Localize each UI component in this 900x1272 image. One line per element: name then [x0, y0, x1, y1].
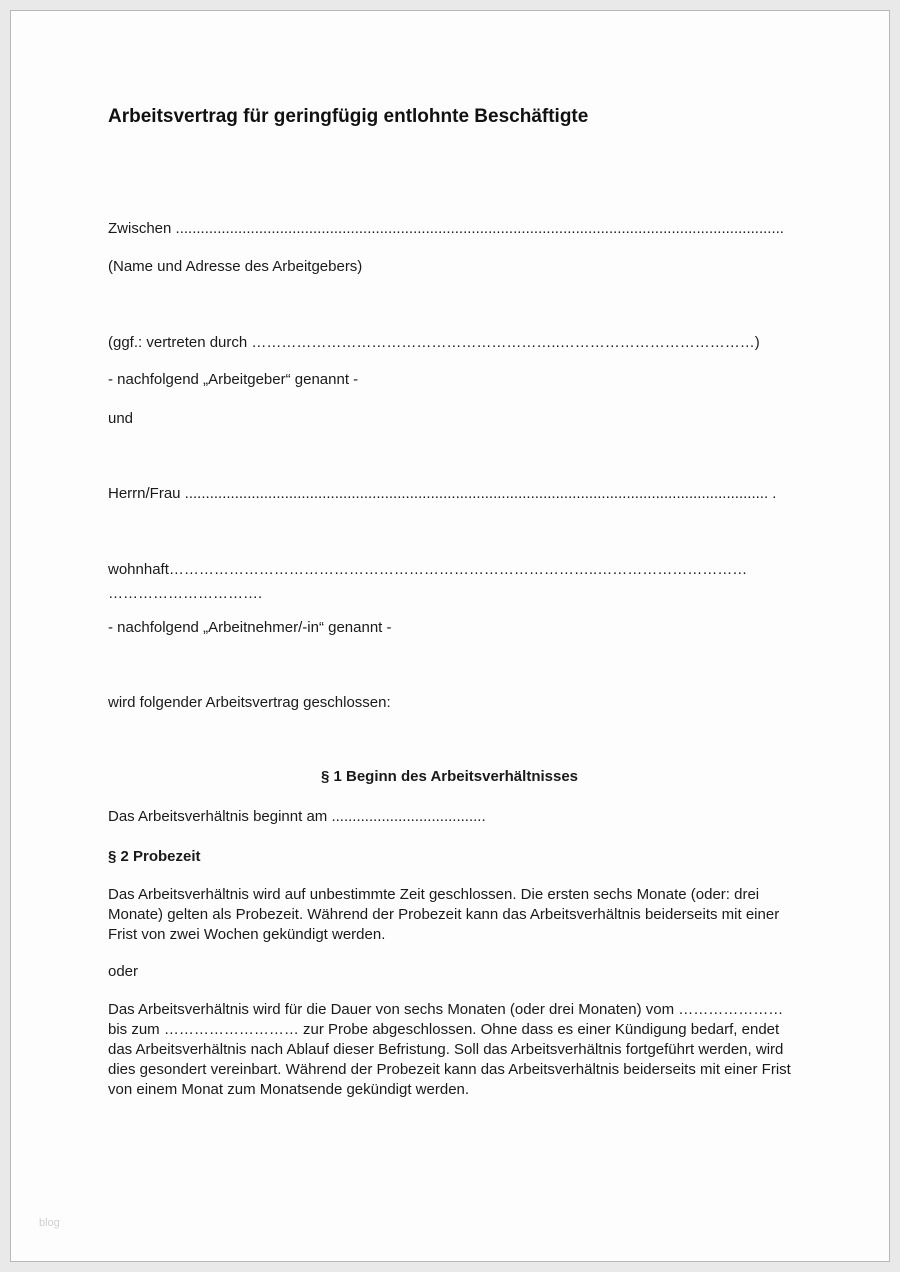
- label-employer-name-address: (Name und Adresse des Arbeitgebers): [108, 258, 363, 275]
- section-2-paragraph-1: Das Arbeitsverhältnis wird auf unbestimmte Zeit geschlossen. Die ersten sechs Monate (oder: drei Monate) gelten als Probezeit. Während der Probezeit kann das Arbeitsverhältnis beiderseits mit einer Frist von zwei Wochen gekündigt werden.: [108, 886, 780, 943]
- paragraph-herrn-frau: Herrn/Frau ............................................................................................................................................ .: [108, 485, 777, 502]
- wohnhaft-line-1: wohnhaft…………………………………………………………………………..…………………………: [108, 561, 748, 578]
- paragraph-employee-alias: - nachfolgend „Arbeitnehmer/-in“ genannt -: [108, 619, 392, 636]
- paragraph-und: und: [108, 410, 134, 427]
- paragraph-employer-alias: - nachfolgend „Arbeitgeber“ genannt -: [108, 371, 359, 388]
- document-sheet: [10, 10, 890, 1262]
- paragraph-vertreten-durch: (ggf.: vertreten durch ……………………………………………………..…………………………………): [108, 334, 760, 351]
- section-1-body: Das Arbeitsverhältnis beginnt am .....................................: [108, 808, 486, 825]
- document-content: [11, 11, 889, 1140]
- paragraph-zwischen: Zwischen ..................................................................................................................................................: [108, 220, 784, 237]
- wohnhaft-line-2: ………………………….: [108, 585, 263, 602]
- paragraph-conclusion: wird folgender Arbeitsvertrag geschlossen:: [108, 694, 391, 711]
- watermark: blog: [39, 1217, 60, 1229]
- section-2-paragraph-2: Das Arbeitsverhältnis wird für die Dauer von sechs Monaten (oder drei Monaten) vom ………………… bis zum ……………………… zur Probe abgeschlossen. Ohne dass es einer Kündigung bedarf, endet das Arbeitsverhältnis nach Ablauf dieser Befristung. Soll das Arbeitsverhältnis fortgeführt werden, wird dies gesondert vereinbart. Während der Probezeit kann das Arbeitsverhältnis beiderseits mit einer Frist von einem Monat zum Monatsende gekündigt werden.: [108, 1001, 791, 1098]
- paragraph-wohnhaft: [108, 558, 791, 606]
- page-title: Arbeitsvertrag für geringfügig entlohnte Beschäftigte: [108, 106, 589, 127]
- section-1-heading: § 1 Beginn des Arbeitsverhältnisses: [320, 768, 579, 785]
- section-2-heading: § 2 Probezeit: [108, 848, 201, 865]
- paragraph-oder: oder: [108, 963, 139, 980]
